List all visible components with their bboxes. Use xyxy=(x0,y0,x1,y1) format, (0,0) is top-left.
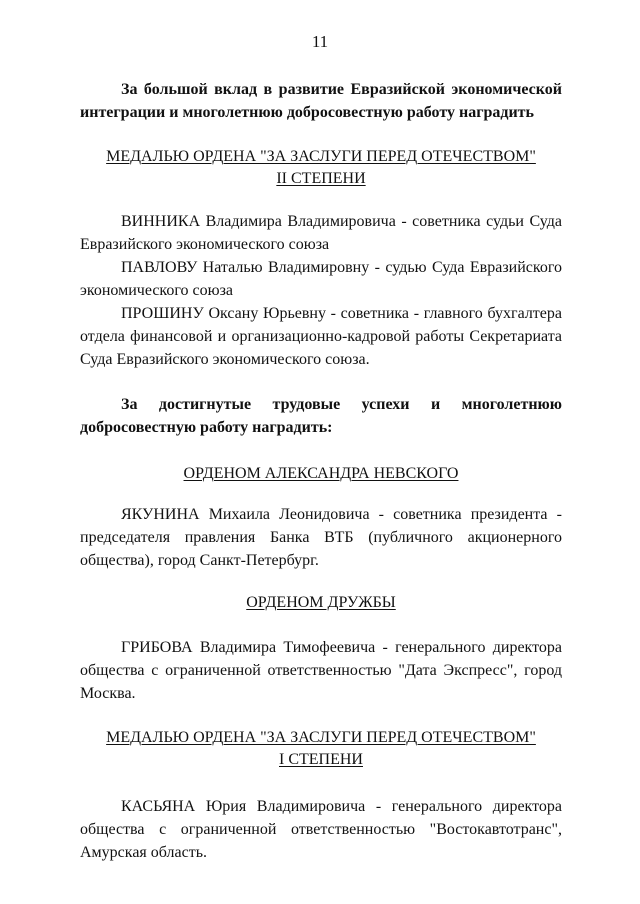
award-intro: За большой вклад в развитие Евразийской экономической интеграции и многолетнюю добросовестную работу наградить xyxy=(80,81,562,121)
award-title-line: МЕДАЛЬЮ ОРДЕНА "ЗА ЗАСЛУГИ ПЕРЕД ОТЕЧЕСТВОМ" xyxy=(106,729,536,746)
award-title xyxy=(80,727,562,771)
award-title xyxy=(80,463,562,485)
award-intro-continued: добросовестную работу наградить: xyxy=(80,419,333,436)
award-degree-line: I СТЕПЕНИ xyxy=(279,751,363,768)
awardee-entry: ЯКУНИНА Михаила Леонидовича - советника президента - председателя правления Банка ВТБ (публичного акционерного общества), город Санкт-Петербург. xyxy=(80,506,562,569)
awardee-entry: ПАВЛОВУ Наталью Владимировну - судью Суда Евразийского экономического союза xyxy=(80,259,562,299)
awardee-entry: ПРОШИНУ Оксану Юрьевну - советника - главного бухгалтера отдела финансовой и организационно-кадровой работы Секретариата Суда Евразийского экономического союза. xyxy=(80,305,562,368)
award-title xyxy=(80,146,562,190)
award-title-line: МЕДАЛЬЮ ОРДЕНА "ЗА ЗАСЛУГИ ПЕРЕД ОТЕЧЕСТВОМ" xyxy=(106,148,536,165)
document-body xyxy=(80,78,562,864)
page-number: 11 xyxy=(311,32,329,51)
award-title xyxy=(80,592,562,614)
award-intro: За достигнутые трудовые успехи и многолетнюю xyxy=(121,396,562,413)
award-title-line: ОРДЕНОМ ДРУЖБЫ xyxy=(246,594,396,611)
awardee-entry: КАСЬЯНА Юрия Владимировича - генерального директора общества с ограниченной ответственностью "Востокавтотранс", Амурская область. xyxy=(80,798,562,861)
award-degree-line: II СТЕПЕНИ xyxy=(276,170,366,187)
award-title-line: ОРДЕНОМ АЛЕКСАНДРА НЕВСКОГО xyxy=(183,465,459,482)
awardee-entry: ВИННИКА Владимира Владимировича - советника судьи Суда Евразийского экономического союза xyxy=(80,213,562,253)
awardee-entry: ГРИБОВА Владимира Тимофеевича - генерального директора общества с ограниченной ответственностью "Дата Экспресс", город Москва. xyxy=(80,639,562,702)
